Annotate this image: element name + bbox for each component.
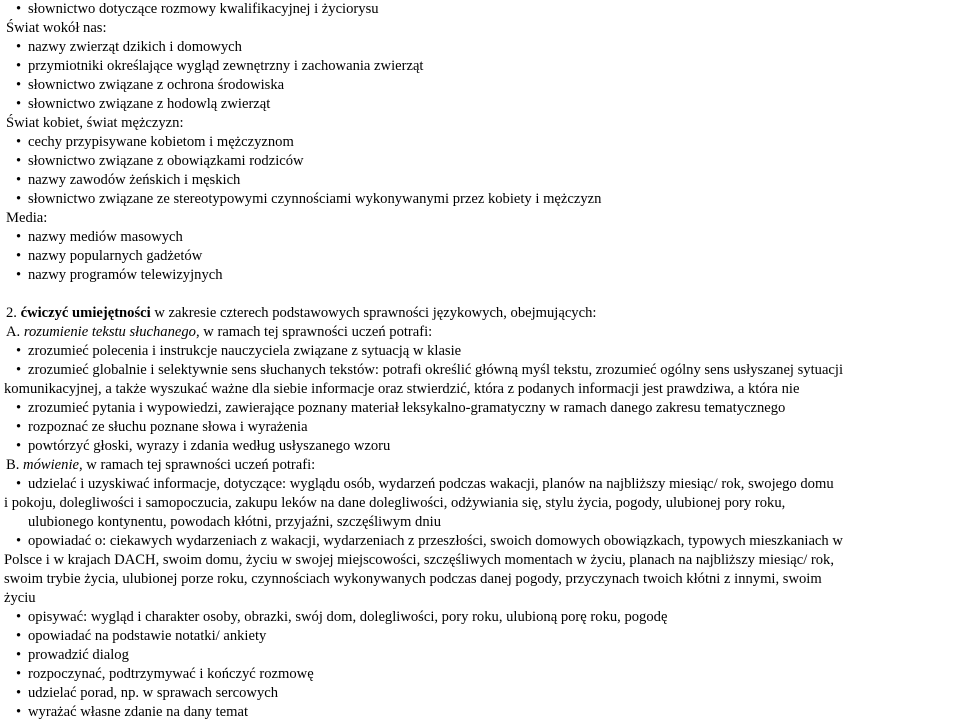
list-item: • opowiadać o: ciekawych wydarzeniach z wakacji, wydarzeniach z przeszłości, swoich domowych obowiązkach, typowych mieszkaniach w <box>4 532 956 551</box>
list-item: • słownictwo związane z ochrona środowiska <box>4 76 956 95</box>
list-item-continuation: komunikacyjnej, a także wyszukać ważne dla siebie informacje oraz stwierdzić, która z podanych informacji jest prawdziwa, a która nie <box>4 381 800 397</box>
list-item: • opowiadać na podstawie notatki/ ankiety <box>4 627 956 646</box>
list-item-continuation: życiu <box>4 590 36 606</box>
list-item: • nazwy mediów masowych <box>4 228 956 247</box>
list-item-continuation: ulubionego kontynentu, powodach kłótni, przyjaźni, szczęśliwym dniu <box>28 514 442 530</box>
subsection-b-heading <box>4 456 956 475</box>
list-item: • przymiotniki określające wygląd zewnętrzny i zachowania zwierząt <box>4 57 956 76</box>
list-item-continuation: Polsce i w krajach DACH, swoim domu, życiu w swojej miejscowości, szczęśliwych momentach w życiu, planach na najbliższy miesiąc/ rok, <box>4 552 835 568</box>
list-item: • nazwy popularnych gadżetów <box>4 247 956 266</box>
section-heading: Media: <box>6 210 48 226</box>
list-item: • prowadzić dialog <box>4 646 956 665</box>
list-item: • nazwy zawodów żeńskich i męskich <box>4 171 956 190</box>
list-item: • nazwy programów telewizyjnych <box>4 266 956 285</box>
section-number: 2. <box>6 305 17 321</box>
subsection-italic-text: mówienie <box>23 457 79 473</box>
list-item: • powtórzyć głoski, wyrazy i zdania według usłyszanego wzoru <box>4 437 956 456</box>
list-item: • udzielać i uzyskiwać informacje, dotyczące: wyglądu osób, wydarzeń podczas wakacji, planów na najbliższy miesiąc/ rok, swojego domu <box>4 475 956 494</box>
list-item: • udzielać porad, np. w sprawach sercowych <box>4 684 956 703</box>
list-item: • słownictwo dotyczące rozmowy kwalifikacyjnej i życiorysu <box>4 0 956 19</box>
section-heading: Świat kobiet, świat mężczyzn: <box>6 115 184 131</box>
list-item: • rozpoznać ze słuchu poznane słowa i wyrażenia <box>4 418 956 437</box>
section-heading: Świat wokół nas: <box>6 20 107 36</box>
list-item: • słownictwo związane z hodowlą zwierząt <box>4 95 956 114</box>
subsection-label: B. <box>6 457 20 473</box>
subsection-text: , w ramach tej sprawności uczeń potrafi: <box>195 324 433 340</box>
subsection-italic-text: rozumienie tekstu słuchanego <box>23 324 196 340</box>
list-item: • cechy przypisywane kobietom i mężczyznom <box>4 133 956 152</box>
section-2-heading <box>4 304 956 323</box>
list-item-continuation: i pokoju, dolegliwości i samopoczucia, zakupu leków na dane dolegliwości, odżywiania się, stylu życia, pogody, ulubionej pory roku, <box>4 495 786 511</box>
subsection-label: A. <box>6 324 21 340</box>
subsection-a-heading <box>4 323 956 342</box>
subsection-text: , w ramach tej sprawności uczeń potrafi: <box>78 457 316 473</box>
section-text: w zakresie czterech podstawowych sprawności językowych, obejmujących: <box>150 305 597 321</box>
list-item: • słownictwo związane z obowiązkami rodziców <box>4 152 956 171</box>
list-item: • słownictwo związane ze stereotypowymi czynnościami wykonywanymi przez kobiety i mężczyzn <box>4 190 956 209</box>
section-bold-text: ćwiczyć umiejętności <box>20 305 151 321</box>
list-item: • nazwy zwierząt dzikich i domowych <box>4 38 956 57</box>
list-item: • zrozumieć polecenia i instrukcje nauczyciela związane z sytuacją w klasie <box>4 342 956 361</box>
spacer <box>4 285 956 304</box>
list-item: • zrozumieć globalnie i selektywnie sens słuchanych tekstów: potrafi określić główną myśl tekstu, zrozumieć ogólny sens usłyszanej sytuacji <box>4 361 956 380</box>
list-item: • zrozumieć pytania i wypowiedzi, zawierające poznany materiał leksykalno-gramatyczny w ramach danego zakresu tematycznego <box>4 399 956 418</box>
list-item: • wyrażać własne zdanie na dany temat <box>4 703 956 722</box>
list-item-continuation: swoim trybie życia, ulubionej porze roku, czynnościach wykonywanych podczas danej pogody, przyczynach twoich kłótni z innymi, swoim <box>4 571 822 587</box>
list-item: • opisywać: wygląd i charakter osoby, obrazki, swój dom, dolegliwości, pory roku, ulubioną porę roku, pogodę <box>4 608 956 627</box>
list-item: • rozpoczynać, podtrzymywać i kończyć rozmowę <box>4 665 956 684</box>
